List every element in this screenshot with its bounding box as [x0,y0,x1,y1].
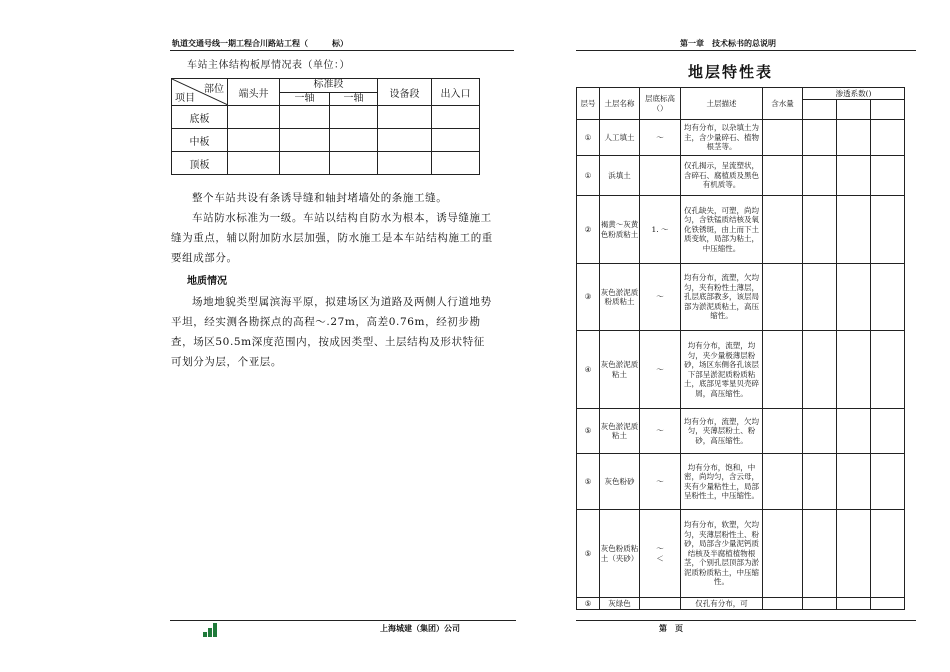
header-rule-left [170,50,514,51]
thickness-table-caption: 车站主体结构板厚情况表（单位：） [187,60,350,71]
corner-cell [172,79,228,106]
col-exit: 出入口 [432,79,480,106]
footer-page: 第 页 [659,624,683,633]
layer-no: ⑤ [577,454,600,510]
col-axis1: 一轴 [280,92,330,106]
elevation [640,156,681,196]
footer-rule-left [170,620,516,621]
elevation: ～ ＜ [640,510,681,598]
col-end-well: 端头井 [228,79,280,106]
table-row [577,196,905,264]
col-equipment: 设备段 [378,79,432,106]
header-right: 第一章 技术标书的总说明 [680,39,776,48]
elevation [640,598,681,610]
layer-no: ⑤ [577,598,600,610]
header-left: 轨道交通号线一期工程合川路站工程（ 标） [172,39,348,48]
soil-description: 仅孔缺失，可塑，尚均匀，含铁锰质结核及氧化铁锈斑，由上而下土质变软，局部为粘土，中压缩性。 [681,196,763,264]
table-row [577,598,905,610]
soil-description: 仅孔有分布，可 [681,598,763,610]
table-row [577,264,905,331]
layer-no: ① [577,120,600,156]
soil-name: 灰色淤泥质粘土 [600,409,640,454]
corner-top-label: 部位 [204,84,224,95]
soil-description: 均有分布，饱和，中密，尚均匀，含云母，夹有少量粘性土，局部呈粉性土，中压缩性。 [681,454,763,510]
table-row [577,454,905,510]
table-row [577,120,905,156]
soil-name: 灰色淤泥质粉质粘土 [600,264,640,331]
footer-rule-right [576,620,916,621]
row-label-middle-slab: 中板 [172,129,228,152]
soil-description: 均有分布，流塑，欠均匀，夹薄层粉土、粉砂，高压缩性。 [681,409,763,454]
layer-no: ① [577,156,600,196]
footer-company: 上海城建（集团）公司 [380,624,460,633]
row-label-bottom-slab: 底板 [172,106,228,129]
elevation: ～ [640,331,681,409]
paragraph-geology: 场地地貌类型属滨海平原，拟建场区为道路及两侧人行道地势平坦，经实测各勘探点的高程～.27m，高差0.76m，经初步勘查，场区50.5m深度范围内，按成因类型、土层结构及形状特征可划分为层，个亚层。 [171,296,492,368]
table-row [172,106,480,129]
body-text-block-2 [171,292,493,372]
header-permeability: 渗透系数() [803,88,905,100]
soil-name: 灰色淤泥质粘土 [600,331,640,409]
elevation: 1. ～ [640,196,681,264]
header-soil-name: 土层名称 [600,88,640,120]
header-description: 土层描述 [681,88,763,120]
elevation: ～ [640,264,681,331]
table-row [577,156,905,196]
header-water: 含水量 [763,88,803,120]
header-elevation: 层底标高（） [640,88,681,120]
table-row [577,409,905,454]
soil-name: 灰绿色 [600,598,640,610]
soil-description: 均有分布，以杂填土为主，含少量碎石、植物根茎等。 [681,120,763,156]
strata-table [576,87,905,610]
layer-no: ③ [577,264,600,331]
layer-no: ④ [577,331,600,409]
table-row [172,152,480,175]
header-layer-no: 层号 [577,88,600,120]
soil-name: 灰色粉质粘土（夹砂） [600,510,640,598]
table-row [577,331,905,409]
elevation: ～ [640,454,681,510]
thickness-table [171,78,480,175]
soil-name: 人工填土 [600,120,640,156]
soil-description: 仅孔揭示，呈流塑状，含碎石、腐植质及黑色有机质等。 [681,156,763,196]
col-axis2: 一轴 [330,92,378,106]
elevation: ～ [640,409,681,454]
layer-no: ⑤ [577,409,600,454]
body-text-block-1 [171,188,493,268]
paragraph-joints: 整个车站共设有条诱导缝和轴封堵墙处的条施工缝。 [192,192,448,204]
soil-description: 均有分布，流塑，均匀，夹少量极薄层粉砂，场区东侧各孔该层下部呈淤泥质粉质粘土，底部见零星贝壳碎屑，高压缩性。 [681,331,763,409]
soil-description: 均有分布，流塑，欠均匀，夹有粉性土薄层，孔层底部教多，该层局部为淤泥质粘土，高压缩性。 [681,264,763,331]
corner-bottom-label: 项目 [175,93,195,104]
header-rule-right [576,50,916,51]
layer-no: ② [577,196,600,264]
strata-table-title: 地层特性表 [688,63,774,81]
table-row [172,129,480,152]
section-title-geology: 地质情况 [187,276,227,287]
soil-name: 浜填土 [600,156,640,196]
company-logo-icon [203,623,219,637]
elevation: ～ [640,120,681,156]
row-label-top-slab: 顶板 [172,152,228,175]
layer-no: ⑤ [577,510,600,598]
soil-name: 褐黄～灰黄色粉质粘土 [600,196,640,264]
paragraph-waterproofing: 车站防水标准为一级。车站以结构自防水为根本，诱导缝施工缝为重点，辅以附加防水层加强，防水施工是本车站结构施工的重要组成部分。 [171,212,493,264]
table-row [577,510,905,598]
soil-name: 灰色粉砂 [600,454,640,510]
col-standard: 标准段 [280,79,378,93]
soil-description: 均有分布，软塑，欠均匀，夹薄层粉性土、粉砂，局部含少量泥钙质结核及半腐植植物根茎，个别孔层顶部为淤泥质粉质粘土，中压缩性。 [681,510,763,598]
